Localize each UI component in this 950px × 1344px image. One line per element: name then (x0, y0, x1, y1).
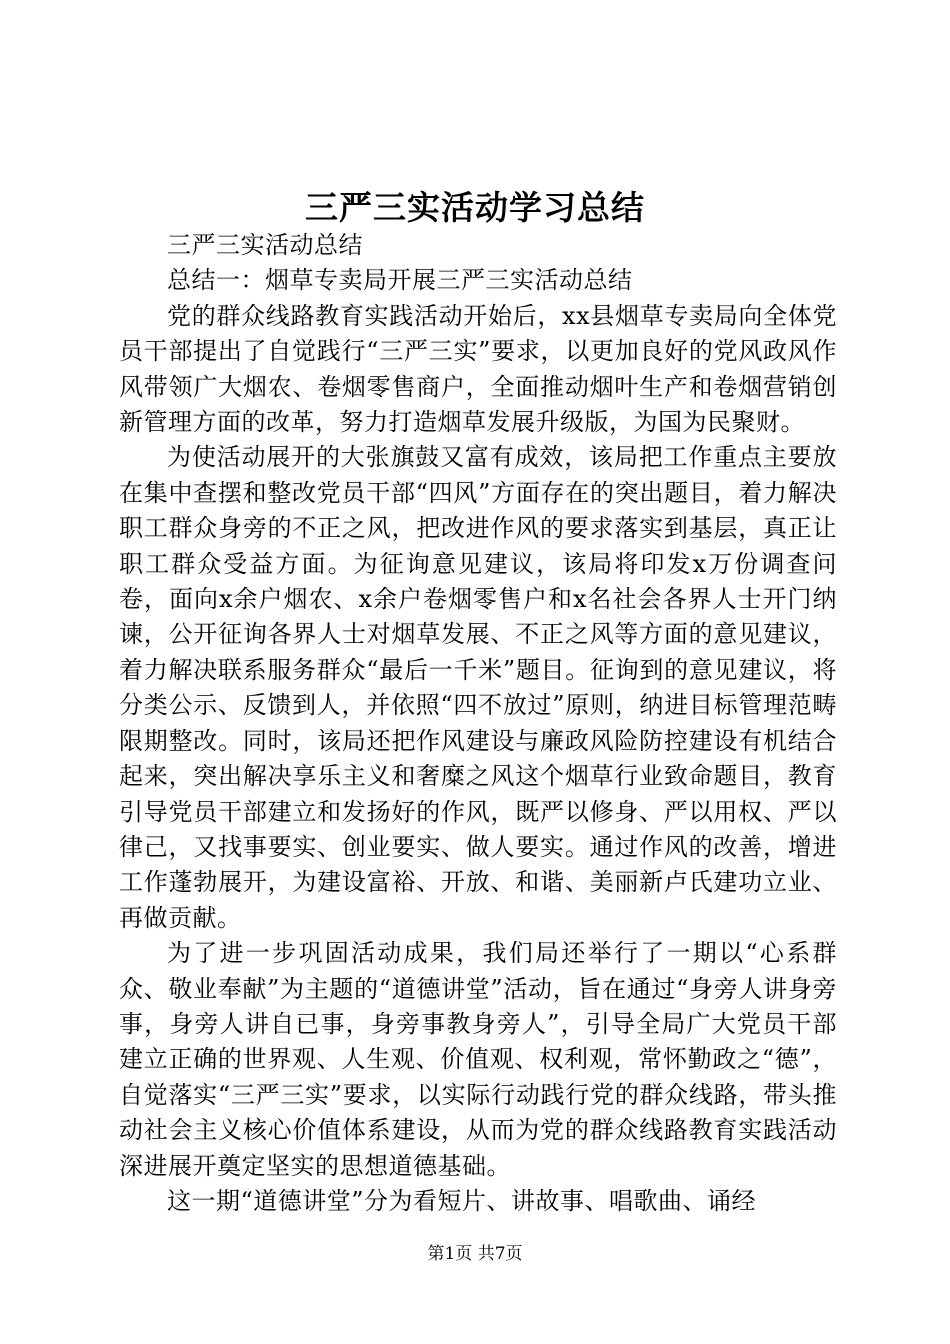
page-footer: 第1页 共7页 (427, 1244, 523, 1264)
paragraph-section-heading: 总结一：烟草专卖局开展三严三实活动总结 (167, 266, 633, 295)
paragraph: 党的群众线路教育实践活动开始后，xx县烟草专卖局向全体党员干部提出了自觉践行“三严三实”要求，以更加良好的党风政风作风带领广大烟农、卷烟零售商户，全面推动烟叶生产和卷烟营销创新管理方面的改革，努力打造烟草发展升级版，为国为民聚财。 (119, 301, 837, 437)
document-body (119, 228, 837, 1219)
paragraph: 为使活动展开的大张旗鼓又富有成效，该局把工作重点主要放在集中查摆和整改党员干部“四风”方面存在的突出题目，着力解决职工群众身旁的不正之风，把改进作风的要求落实到基层，真正让职工群众受益方面。为征询意见建议，该局将印发x万份调查问卷，面向x余户烟农、x余户卷烟零售户和x名社会各界人士开门纳谏，公开征询各界人士对烟草发展、不正之风等方面的意见建议，着力解决联系服务群众“最后一千米”题目。征询到的意见建议，将分类公示、反馈到人，并依照“四不放过”原则，纳进目标管理范畴限期整改。同时，该局还把作风建设与廉政风险防控建设有机结合起来，突出解决享乐主义和奢糜之风这个烟草行业致命题目，教育引导党员干部建立和发扬好的作风，既严以修身、严以用权、严以律己，又找事要实、创业要实、做人要实。通过作风的改善，增进工作蓬勃展开，为建设富裕、开放、和谐、美丽新卢氏建功立业、再做贡献。 (119, 443, 837, 932)
paragraph: 这一期“道德讲堂”分为看短片、讲故事、唱歌曲、诵经 (167, 1186, 757, 1215)
paragraph-subtitle: 三严三实活动总结 (167, 231, 363, 259)
document-title: 三严三实活动学习总结 (305, 188, 645, 227)
paragraph: 为了进一步巩固活动成果，我们局还举行了一期以“心系群众、敬业奉献”为主题的“道德讲堂”活动，旨在通过“身旁人讲身旁事，身旁人讲自已事，身旁事教身旁人”，引导全局广大党员干部建立正确的世界观、人生观、价值观、权利观，常怀勤政之“德”，自觉落实“三严三实”要求，以实际行动践行党的群众线路，带头推动社会主义核心价值体系建设，从而为党的群众线路教育实践活动深进展开奠定坚实的思想道德基础。 (119, 939, 837, 1180)
